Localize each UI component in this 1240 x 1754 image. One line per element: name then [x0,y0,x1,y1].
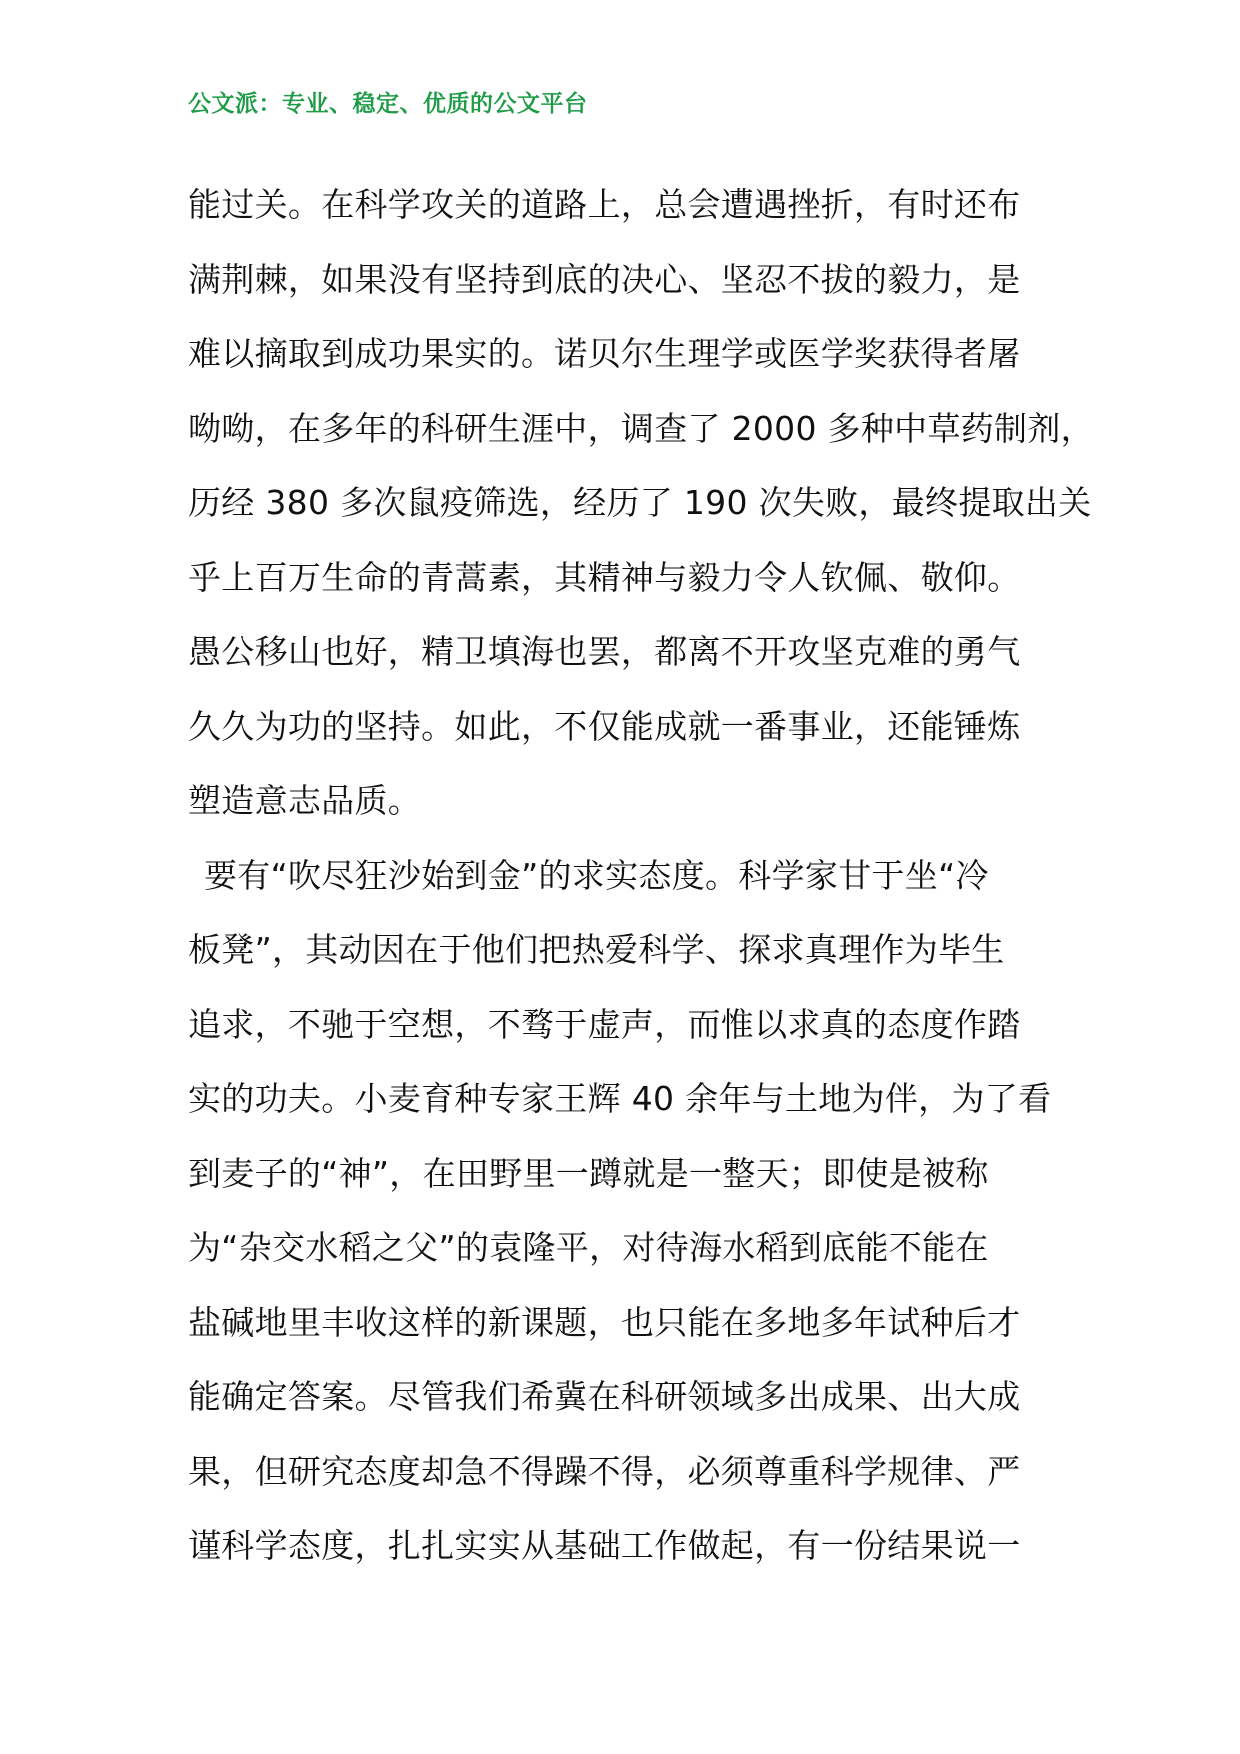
paragraph-first-line: 要有“吹尽狂沙始到金”的求实态度。科学家甘于坐“冷 [204,855,989,895]
text-line: 实的功夫。小麦育种专家王辉 40 余年与土地为伴，为了看 [188,1079,1052,1118]
text-line: 塑造意志品质。 [188,781,422,820]
body-text [188,168,1108,1584]
text-line: 板凳”，其动因在于他们把热爱科学、探求真理作为毕生 [188,930,1005,969]
text-line: 追求，不驰于空想，不骛于虚声，而惟以求真的态度作踏 [188,1004,1021,1044]
text-line: 呦呦，在多年的科研生涯中，调查了 2000 多种中草药制剂， [188,408,1094,448]
text-line: 谨科学态度，扎扎实实从基础工作做起，有一份结果说一 [188,1526,1021,1565]
text-line: 乎上百万生命的青蒿素，其精神与毅力令人钦佩、敬仰。 [188,557,1021,597]
text-line: 久久为功的坚持。如此，不仅能成就一番事业，还能锤炼 [188,706,1021,746]
text-line: 为“杂交水稻之父”的袁隆平，对待海水稻到底能不能在 [188,1228,989,1267]
text-line: 能过关。在科学攻关的道路上，总会遭遇挫折，有时还布 [188,185,1021,224]
text-line: 果，但研究态度却急不得躁不得，必须尊重科学规律、严 [188,1451,1021,1491]
text-line: 历经 380 多次鼠疫筛选，经历了 190 次失败，最终提取出关 [188,483,1092,522]
text-line: 愚公移山也好，精卫填海也罢，都离不开攻坚克难的勇气 [188,632,1021,671]
text-line: 能确定答案。尽管我们希冀在科研领域多出成果、出大成 [188,1377,1021,1416]
header-title: 公文派：专业、稳定、优质的公文平台 [188,91,588,117]
text-line: 到麦子的“神”，在田野里一蹲就是一整天；即使是被称 [188,1153,989,1193]
text-line: 满荆棘，如果没有坚持到底的决心、坚忍不拔的毅力，是 [188,259,1021,299]
text-line: 盐碱地里丰收这样的新课题，也只能在多地多年试种后才 [188,1302,1021,1342]
text-line: 难以摘取到成功果实的。诺贝尔生理学或医学奖获得者屠 [188,334,1021,373]
